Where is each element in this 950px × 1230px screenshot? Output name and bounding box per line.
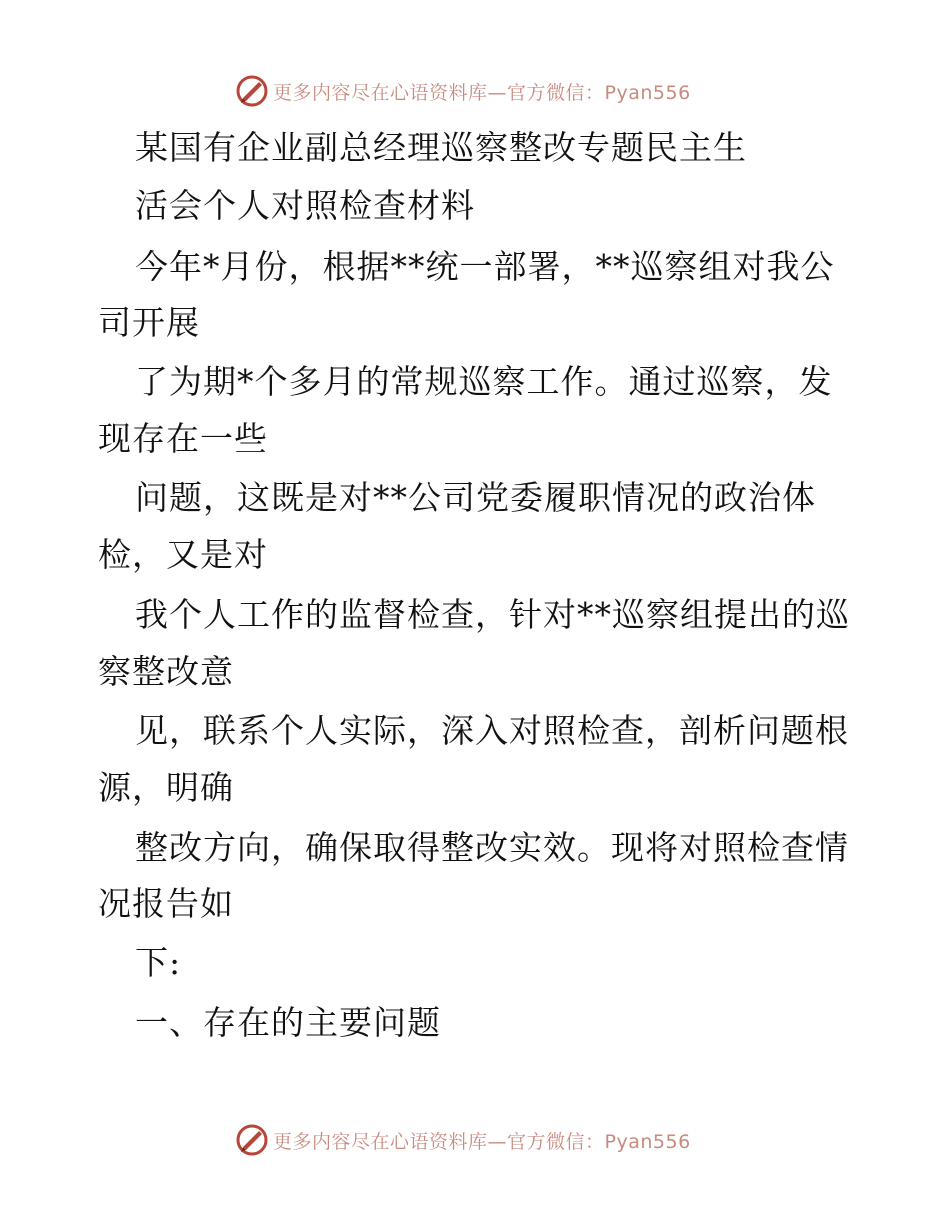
paragraph-line: 司开展	[98, 303, 200, 342]
paragraph-line: 我个人工作的监督检查，针对**巡察组提出的巡	[135, 595, 850, 634]
paragraph-line: 察整改意	[98, 652, 234, 691]
paragraph-line: 问题，这既是对**公司党委履职情况的政治体	[135, 478, 816, 517]
section-heading: 一、存在的主要问题	[135, 1003, 441, 1042]
paragraph-line: 今年*月份，根据**统一部署，**巡察组对我公	[135, 247, 835, 286]
paragraph-line: 整改方向，确保取得整改实效。现将对照检查情	[135, 828, 849, 867]
paragraph-line: 下:	[135, 943, 182, 982]
header-watermark	[235, 73, 691, 109]
footer-watermark	[235, 1122, 691, 1158]
paragraph-line: 了为期*个多月的常规巡察工作。通过巡察，发	[135, 362, 833, 401]
document-title-line-1: 某国有企业副总经理巡察整改专题民主生	[135, 128, 747, 167]
paragraph-line: 现存在一些	[98, 419, 268, 458]
paragraph-line: 况报告如	[98, 884, 234, 923]
paragraph-line: 源，明确	[98, 768, 234, 807]
document-title-line-2: 活会个人对照检查材料	[135, 186, 475, 225]
pen-logo-icon	[235, 1123, 269, 1157]
paragraph-line: 检，又是对	[98, 535, 268, 574]
watermark-text: 更多内容尽在心语资料库—官方微信：Pyan556	[273, 1130, 691, 1153]
pen-logo-icon	[235, 74, 269, 108]
watermark-text: 更多内容尽在心语资料库—官方微信：Pyan556	[273, 81, 691, 104]
paragraph-line: 见，联系个人实际，深入对照检查，剖析问题根	[135, 711, 849, 750]
